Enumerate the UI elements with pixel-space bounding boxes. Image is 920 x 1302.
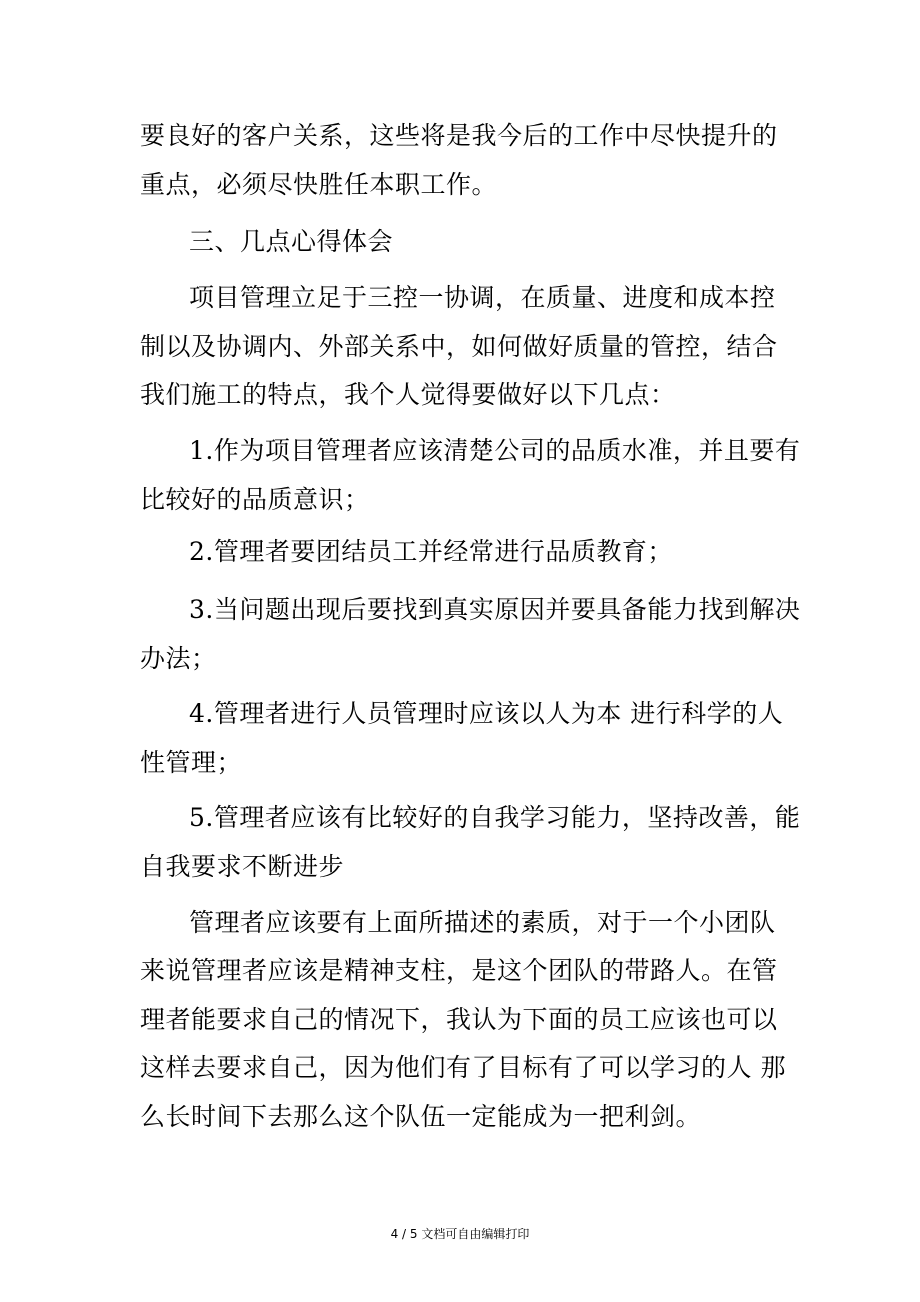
page-footer: 4 / 5 文档可自由编辑打印 [390,1227,530,1241]
section-heading: 三、几点心得体会 [189,227,394,256]
text-line: 项目管理立足于三控一协调，在质量、进度和成本控 [189,283,776,312]
text-line: 这样去要求自己，因为他们有了目标有了可以学习的人 那 [140,1053,786,1082]
list-item: 3.当问题出现后要找到真实原因并要具备能力找到解决 [189,595,801,624]
text-line: 管理者应该要有上面所描述的素质，对于一个小团队 [189,908,776,937]
text-line: 我们施工的特点，我个人觉得要做好以下几点： [140,380,676,409]
text-line: 自我要求不断进步 [140,852,345,881]
text-line: 比较好的品质意识； [140,485,370,514]
text-line: 理者能要求自己的情况下，我认为下面的员工应该也可以 [140,1005,778,1034]
text-line: 性管理； [140,748,243,777]
text-line: 办法； [140,644,217,673]
text-line: 要良好的客户关系，这些将是我今后的工作中尽快提升的 [140,121,778,150]
text-line: 制以及协调内、外部关系中，如何做好质量的管控，结合 [140,332,778,361]
text-line: 么长时间下去那么这个队伍一定能成为一把利剑。 [140,1102,702,1131]
list-item: 5.管理者应该有比较好的自我学习能力，坚持改善，能 [189,803,801,832]
list-item: 2.管理者要团结员工并经常进行品质教育； [189,537,673,566]
list-item: 1.作为项目管理者应该清楚公司的品质水准，并且要有 [189,436,801,465]
text-line: 重点，必须尽快胜任本职工作。 [140,170,498,199]
list-item: 4.管理者进行人员管理时应该以人为本 进行科学的人 [189,699,784,728]
text-line: 来说管理者应该是精神支柱，是这个团队的带路人。在管 [140,956,778,985]
